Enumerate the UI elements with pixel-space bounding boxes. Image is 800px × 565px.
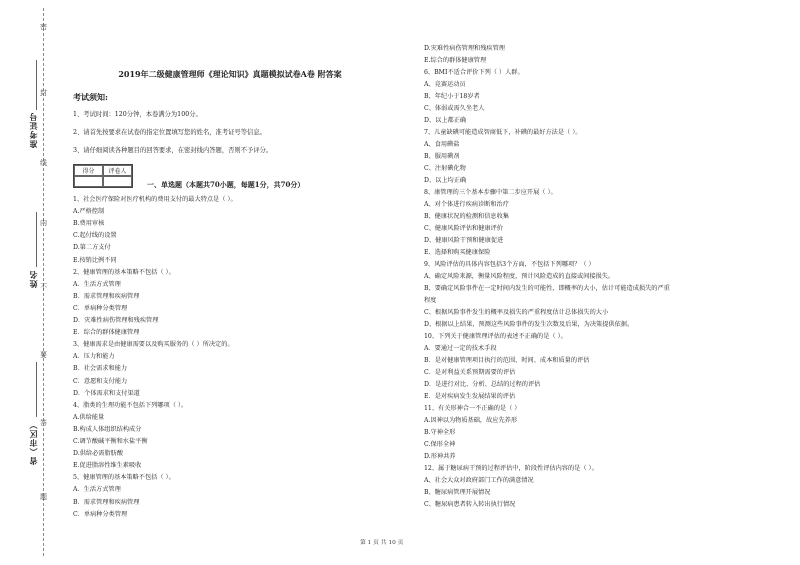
question-line: D．个体需求和支付渠道 — [73, 389, 140, 397]
question-line: D.灾难性病伤管理和残疾管理 — [424, 45, 505, 52]
exam-id-label: 准考证号 — [28, 112, 38, 148]
question-line: 程度 — [424, 297, 437, 304]
question-line: C.调节酸碱平衡和水盐平衡 — [73, 438, 148, 445]
cut-char: 密 — [40, 23, 47, 31]
grader-label: 评卷人 — [103, 165, 132, 176]
question-line: E.促进脂溶性维生素吸收 — [73, 462, 142, 470]
question-line: E．综合的群体健康管理 — [73, 329, 140, 337]
question-line: C.保形全神 — [424, 441, 456, 448]
cut-char: 封 — [40, 89, 47, 97]
province-label: 省（市区） — [28, 420, 38, 465]
question-line: D、根据以上结果，预测这些风险事件的发生次数及后果，为决策提供依据。 — [424, 321, 634, 328]
score-label: 得分 — [74, 165, 103, 176]
question-line: B、要确定风险事件在一定时间内发生的可能性，即概率的大小，估计可能造成损失的严重 — [424, 285, 670, 292]
question-line: A、确定风险来源，衡量风险程度，预计风险造成的直接或间接损失。 — [424, 273, 615, 280]
question-line: B.守神全形 — [424, 429, 456, 436]
notice-heading: 考试须知: — [73, 92, 108, 102]
question-line: A、食用碘盐 — [424, 141, 460, 148]
notice-item: 2、请首先按要求在试卷的指定位置填写您的姓名，准考证号等信息。 — [73, 129, 266, 136]
question-line: B．需求管理和疾病管理 — [73, 292, 140, 300]
question-line: A．要通过一定的技术手段 — [424, 345, 497, 352]
cut-char: 要 — [40, 351, 47, 359]
question-line: B．社会需求和能力 — [73, 365, 128, 373]
question-line: A.严格控制 — [73, 208, 105, 216]
question-line: A.因神以为物质基础，故应先养形 — [424, 417, 518, 424]
question-line: 10、下列关于健康管理评估的表述不正确的是（ ）。 — [424, 333, 567, 340]
question-line: D.第二方支付 — [73, 244, 111, 252]
question-line: 1、社会医疗保险对医疗机构的费用支付的最大特点是（ ）。 — [73, 196, 237, 203]
question-line: B.构成人体组织结构成分 — [73, 425, 142, 433]
question-line: E.综合的群体健康管理 — [424, 57, 487, 64]
question-line: C．单病种分类管理 — [73, 304, 128, 312]
cut-char: 不 — [40, 283, 47, 291]
question-line: C、健康风险评估和健康评价 — [424, 225, 503, 232]
question-line: 9、风险评估的具体内容包括3个方面，不包括下列哪项？（ ） — [424, 261, 595, 268]
question-line: B.费用审核 — [73, 220, 105, 228]
question-line: 2、健康管理的基本策略不包括（ ）。 — [73, 268, 175, 276]
question-line: C、糖尿病患者转入转出执行情况 — [424, 501, 516, 508]
question-line: D、健康风险干预和健康促进 — [424, 237, 504, 244]
score-cell[interactable] — [74, 176, 103, 187]
cut-char: 答 — [40, 419, 47, 427]
notice-item: 3、请仔细阅读各种题目的回答要求，在密封线内答题，否则不予评分。 — [73, 147, 273, 154]
grader-cell[interactable] — [103, 176, 132, 187]
question-line: B．是对健康管理项目执行的范围、时间、成本和质量的评估 — [424, 357, 590, 364]
score-box — [73, 164, 133, 188]
question-line: C、体弱或需久坐老人 — [424, 105, 485, 112]
cut-char: 线 — [40, 159, 47, 167]
question-line: E.按销比例不同 — [73, 256, 117, 264]
question-line: E、选择和购买健康保险 — [424, 249, 491, 256]
question-line: A．生活方式管理 — [73, 486, 121, 494]
question-line: A．压力和能力 — [73, 353, 115, 361]
question-line: C．单病种分类管理 — [73, 510, 128, 518]
question-line: E．是对疾病发生发展结果的评估 — [424, 393, 516, 400]
question-line: B、糖尿病管理开展情况 — [424, 489, 491, 496]
question-line: B、健康状况的检测和信息收集 — [424, 213, 509, 220]
question-line: D、以上都正确 — [424, 117, 467, 124]
name-label: 姓名 — [28, 270, 38, 288]
question-line: 12、属于糖尿病干预的过程评估中，阶段性评估内容的是（ ）。 — [424, 465, 598, 472]
question-line: 7、儿童缺碘可能造成智商低下，补碘的最好方法是（ ）。 — [424, 129, 582, 136]
question-line: B、年纪小于18岁者 — [424, 93, 480, 100]
question-line: A、社会大众对政府部门工作的满意情况 — [424, 477, 534, 484]
question-line: A、对个体进行疾病诊断和治疗 — [424, 201, 509, 208]
question-line: C.起付线的设置 — [73, 232, 117, 240]
page-title: 2019年二级健康管理师《理论知识》真题模拟试卷A卷 附答案 — [118, 69, 342, 79]
section-heading: 一、单选题（本题共70小题，每题1分，共70分） — [147, 180, 305, 189]
question-line: C、注射碘化物 — [424, 165, 466, 172]
question-line: A.供给能量 — [73, 413, 105, 421]
question-line: 3、健康需求是由健康需要以及购买服务的（ ）所决定的。 — [73, 341, 234, 349]
question-line: D、以上均正确 — [424, 177, 467, 184]
question-line: 6、BMI不适合评价下列（ ）人群。 — [424, 69, 524, 76]
question-line: A．生活方式管理 — [73, 280, 121, 288]
question-line: D.供给必需脂肪酸 — [73, 450, 124, 458]
notice-item: 1、考试时间：120分钟，本卷满分为100分。 — [73, 111, 202, 118]
question-line: C．意愿和支付能力 — [73, 377, 128, 385]
question-line: 8、康管理的三个基本步骤中第二步应开展（ ）。 — [424, 189, 557, 196]
cut-char: 题 — [40, 493, 47, 501]
question-line: D.形神共养 — [424, 453, 456, 460]
page-footer: 第 1 页 共 10 页 — [360, 540, 404, 546]
cut-char: 内 — [40, 219, 47, 227]
question-line: B．需求管理和疾病管理 — [73, 498, 140, 506]
question-line: C．是对利益关系预期需要的评估 — [424, 369, 516, 376]
question-line: 5、健康管理的基本策略不包括（ ）。 — [73, 474, 175, 482]
question-line: 4、脂类的生理功能不包括下列哪项（ ）。 — [73, 401, 188, 409]
question-line: A、竞赛运动员 — [424, 81, 466, 88]
question-line: D．灾难性病伤管理和残疾管理 — [73, 317, 159, 324]
question-line: C、根据风险事件发生的概率及损失的严重程度估计总体损失的大小 — [424, 309, 609, 316]
question-line: 11、有关形神合一不正确的是（ ） — [424, 405, 521, 412]
question-line: B、服用碘剂 — [424, 153, 460, 160]
question-line: D．是进行对比、分析、总结的过程的评估 — [424, 381, 541, 388]
